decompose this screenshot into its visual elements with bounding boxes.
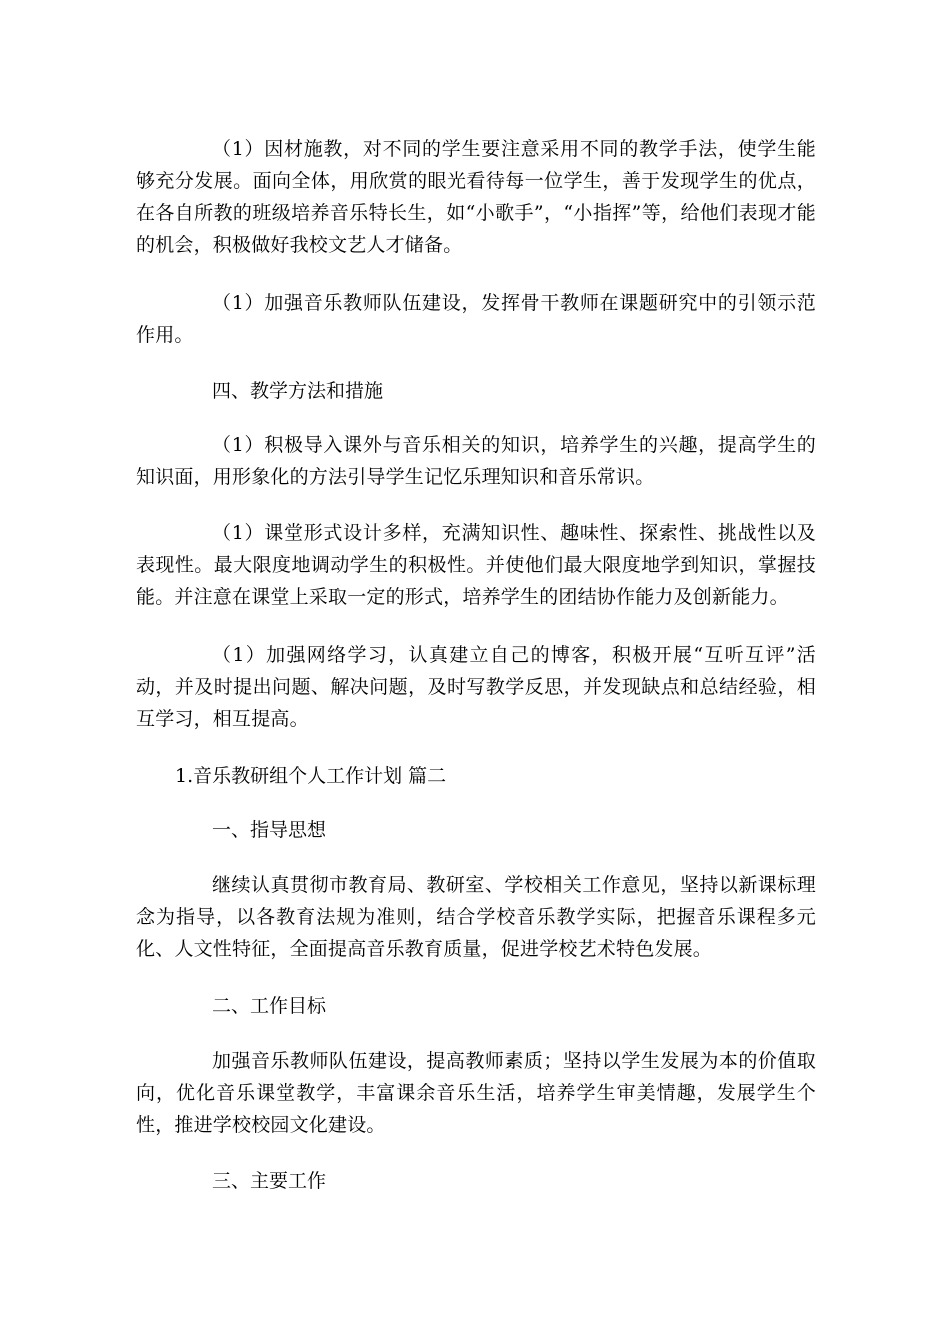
heading-teaching-methods: 四、教学方法和措施 — [212, 380, 384, 402]
paragraph-online-learning: （1）加强网络学习，认真建立自己的博客，积极开展“互听互评”活动，并及时提出问题、解决问题，及时写教学反思，并发现缺点和总结经验，相互学习，相互提高。 — [136, 644, 816, 730]
paragraph-teacher-team: （1）加强音乐教师队伍建设，发挥骨干教师在课题研究中的引领示范作用。 — [136, 292, 816, 346]
paragraph-extracurricular-knowledge: （1）积极导入课外与音乐相关的知识，培养学生的兴趣，提高学生的知识面，用形象化的方法引导学生记忆乐理知识和音乐常识。 — [136, 434, 816, 488]
heading-main-work: 三、主要工作 — [212, 1170, 327, 1192]
paragraph-differentiated-teaching: （1）因材施教，对不同的学生要注意采用不同的教学手法，使学生能够充分发展。面向全体，用欣赏的眼光看待每一位学生，善于发现学生的优点，在各自所教的班级培养音乐特长生，如“小歌手”，“小指挥”等，给他们表现才能的机会，积极做好我校文艺人才储备。 — [136, 138, 816, 256]
paragraph-classroom-forms: （1）课堂形式设计多样，充满知识性、趣味性、探索性、挑战性以及表现性。最大限度地调动学生的积极性。并使他们最大限度地学到知识，掌握技能。并注意在课堂上采取一定的形式，培养学生的团结协作能力及创新能力。 — [136, 522, 816, 608]
heading-work-goals: 二、工作目标 — [212, 995, 327, 1017]
paragraph-guiding-ideology: 继续认真贯彻市教育局、教研室、学校相关工作意见，坚持以新课标理念为指导，以各教育法规为准则，结合学校音乐教学实际，把握音乐课程多元化、人文性特征，全面提高音乐教育质量，促进学校艺术特色发展。 — [136, 874, 816, 960]
paragraph-work-goals: 加强音乐教师队伍建设，提高教师素质；坚持以学生发展为本的价值取向，优化音乐课堂教学，丰富课余音乐生活，培养学生审美情趣，发展学生个性，推进学校校园文化建设。 — [136, 1050, 816, 1136]
section-title: 1.音乐教研组个人工作计划 篇二 — [175, 765, 447, 787]
heading-guiding-ideology: 一、指导思想 — [212, 819, 327, 841]
